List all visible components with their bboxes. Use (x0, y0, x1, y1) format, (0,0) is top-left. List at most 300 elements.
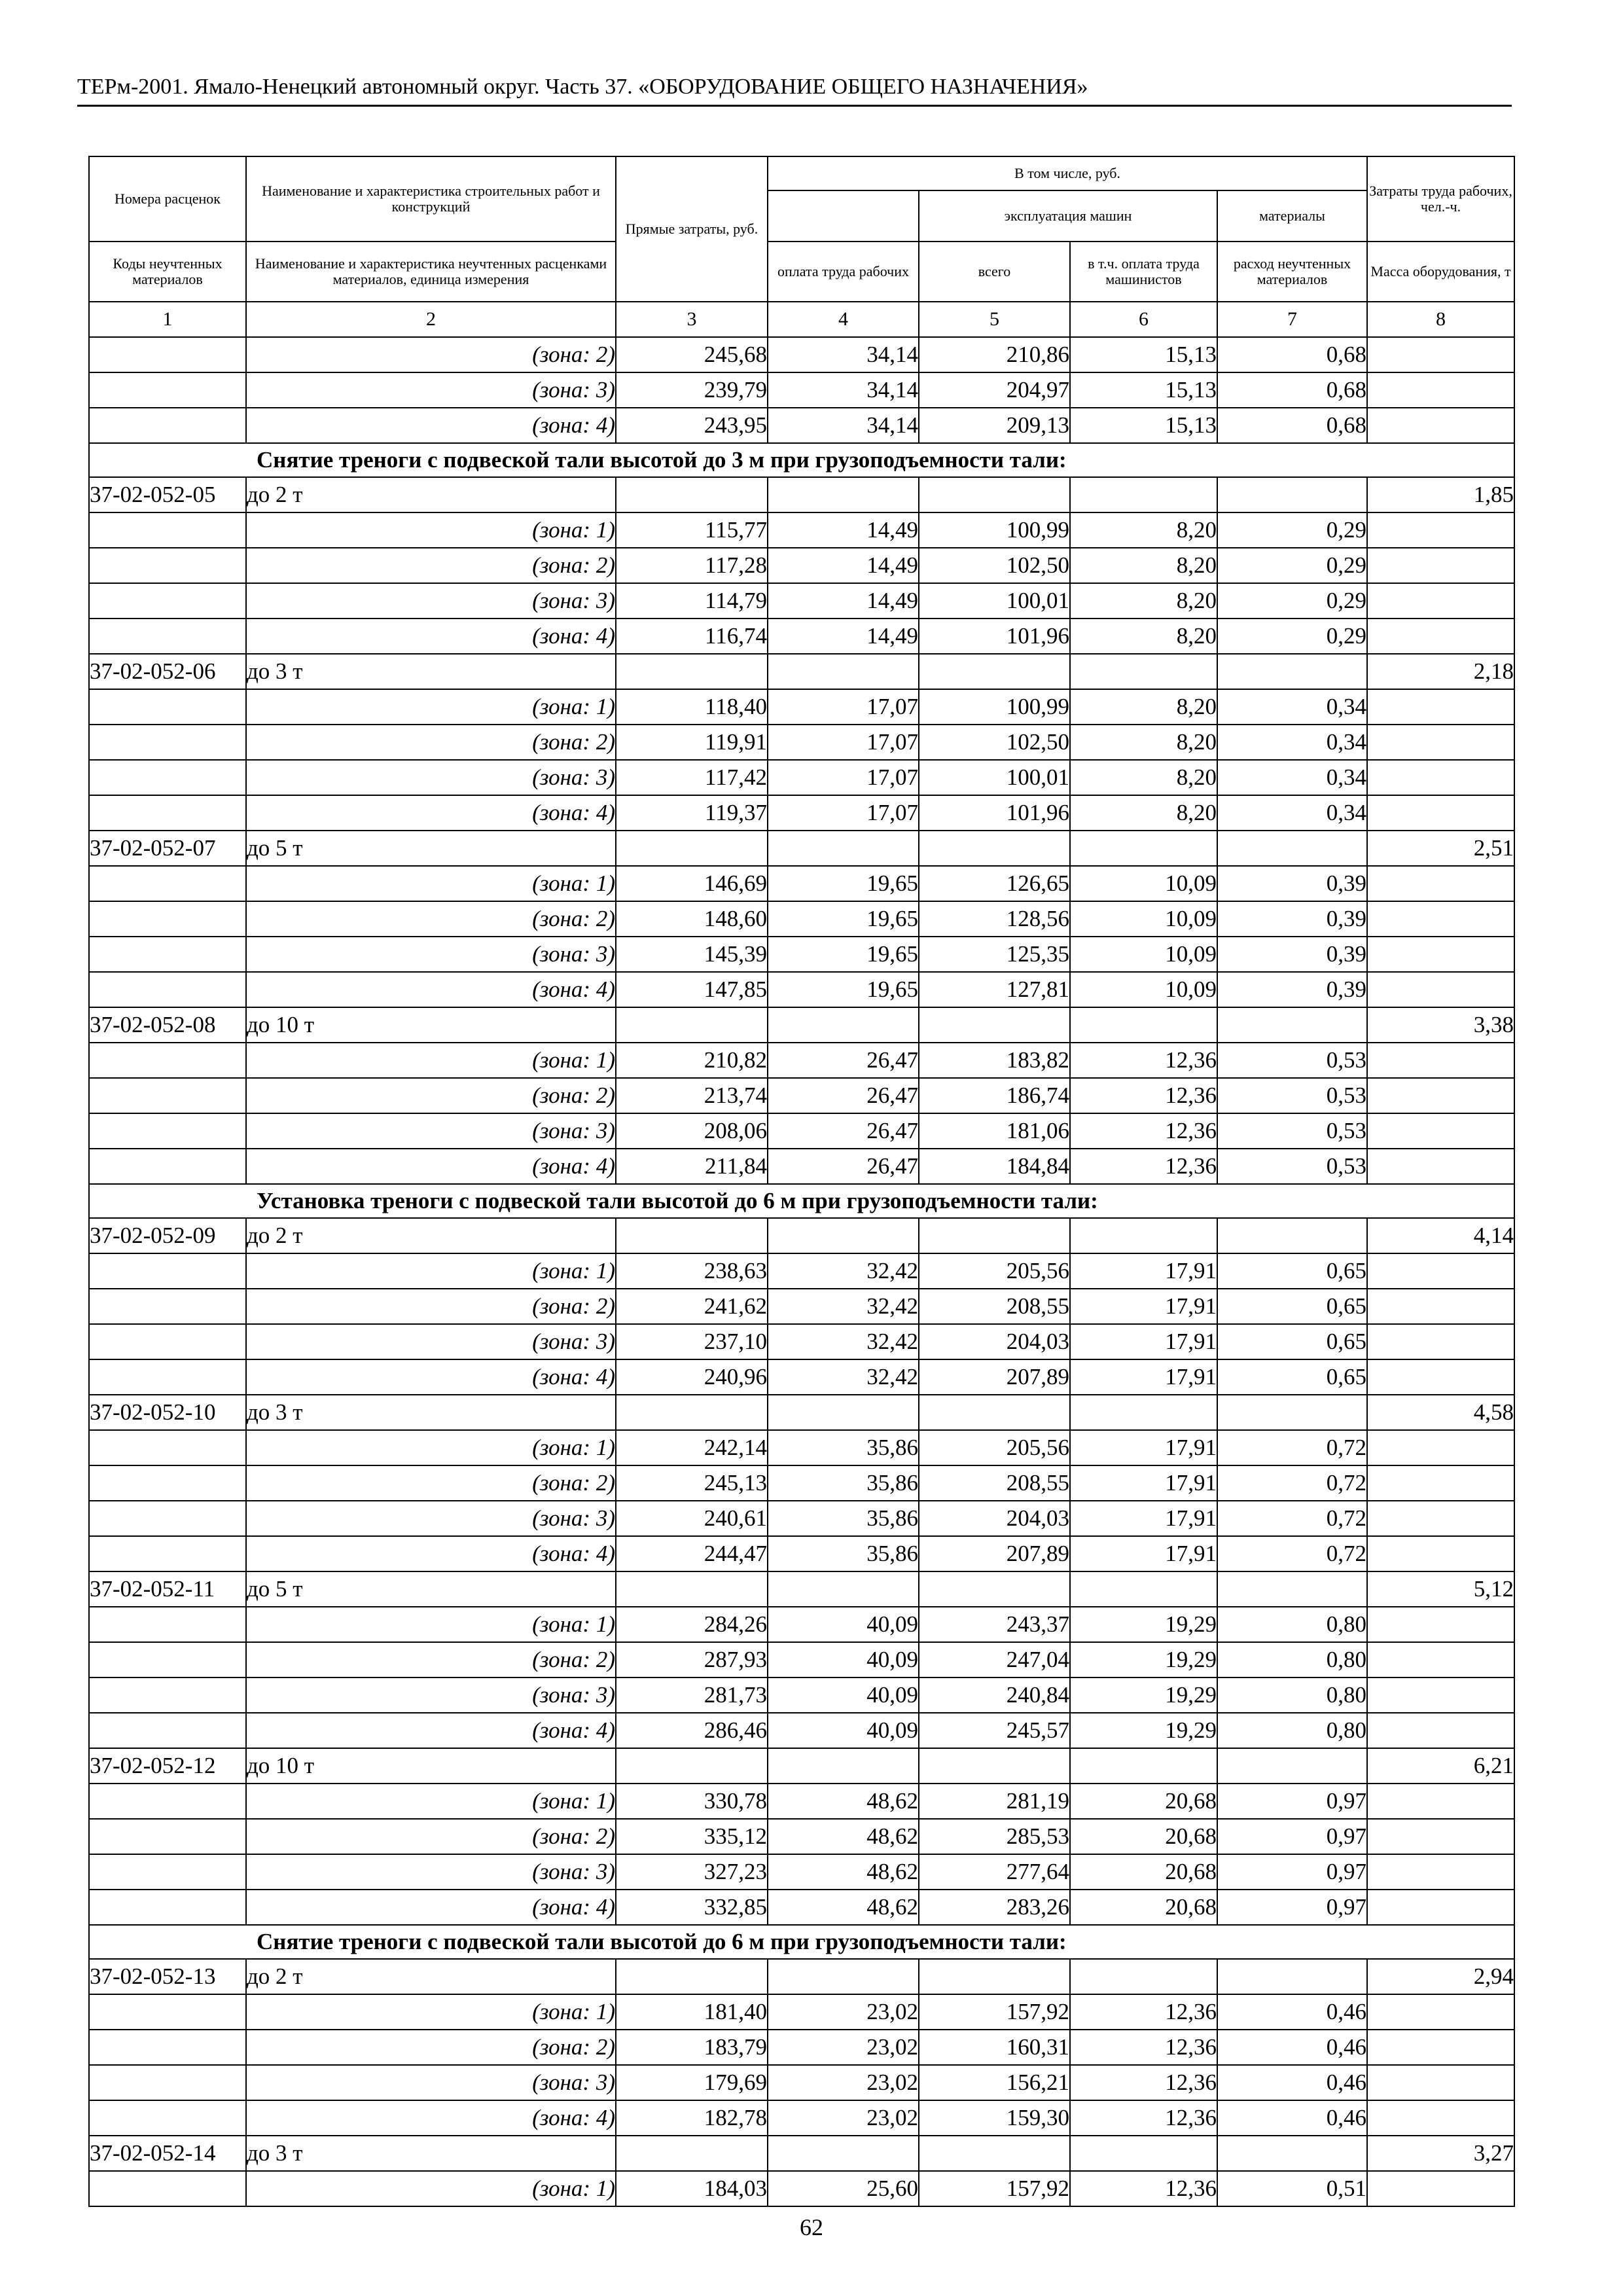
column-number: 6 (1070, 302, 1217, 337)
rate-code: 37-02-052-14 (89, 2136, 246, 2171)
zone-label: (зона: 2) (246, 1642, 616, 1677)
mass-cell (1367, 1324, 1514, 1359)
mass-cell (1367, 1465, 1514, 1501)
zone-row (89, 2171, 1514, 2206)
zone-row (89, 1890, 1514, 1925)
direct-cost: 287,93 (616, 1642, 768, 1677)
zone-label: (зона: 2) (246, 2030, 616, 2065)
mass-cell (1367, 548, 1514, 583)
column-number: 7 (1217, 302, 1367, 337)
machines-total: 125,35 (919, 937, 1070, 972)
zone-label: (зона: 3) (246, 1677, 616, 1713)
empty-cell (919, 1218, 1070, 1253)
empty-cell (768, 1571, 919, 1607)
empty-cell (768, 1218, 919, 1253)
material-use: 0,39 (1217, 866, 1367, 901)
direct-cost: 147,85 (616, 972, 768, 1007)
worker-pay: 32,42 (768, 1253, 919, 1289)
code-cell (89, 1043, 246, 1078)
machines-total: 283,26 (919, 1890, 1070, 1925)
worker-pay: 32,42 (768, 1359, 919, 1395)
direct-cost: 245,13 (616, 1465, 768, 1501)
direct-cost: 241,62 (616, 1289, 768, 1324)
rate-name: до 10 т (246, 1007, 616, 1043)
mass-cell (1367, 1642, 1514, 1677)
zone-row (89, 2065, 1514, 2100)
empty-cell (919, 1748, 1070, 1784)
worker-pay: 48,62 (768, 1890, 919, 1925)
code-cell (89, 937, 246, 972)
machines-total: 157,92 (919, 2171, 1070, 2206)
operator-pay: 17,91 (1070, 1253, 1217, 1289)
code-cell (89, 866, 246, 901)
worker-pay: 17,07 (768, 795, 919, 831)
empty-cell (768, 477, 919, 512)
operator-pay: 12,36 (1070, 2171, 1217, 2206)
column-number: 3 (616, 302, 768, 337)
operator-pay: 17,91 (1070, 1359, 1217, 1395)
zone-row (89, 337, 1514, 372)
zone-label: (зона: 2) (246, 1078, 616, 1113)
worker-pay: 35,86 (768, 1501, 919, 1536)
mass-cell (1367, 760, 1514, 795)
direct-cost: 330,78 (616, 1784, 768, 1819)
zone-label: (зона: 1) (246, 512, 616, 548)
code-cell (89, 2065, 246, 2100)
mass-cell (1367, 619, 1514, 654)
rate-code: 37-02-052-07 (89, 831, 246, 866)
machines-total: 205,56 (919, 1430, 1070, 1465)
header-operator-pay: в т.ч. оплата труда машинистов (1070, 242, 1217, 302)
mass-cell (1367, 337, 1514, 372)
machines-total: 128,56 (919, 901, 1070, 937)
material-use: 0,68 (1217, 337, 1367, 372)
zone-label: (зона: 1) (246, 1607, 616, 1642)
zone-label: (зона: 3) (246, 1854, 616, 1890)
zone-label: (зона: 3) (246, 937, 616, 972)
direct-cost: 145,39 (616, 937, 768, 972)
worker-pay: 34,14 (768, 337, 919, 372)
zone-row (89, 1784, 1514, 1819)
worker-pay: 14,49 (768, 619, 919, 654)
machines-total: 156,21 (919, 2065, 1070, 2100)
code-cell (89, 1854, 246, 1890)
operator-pay: 12,36 (1070, 1078, 1217, 1113)
direct-cost: 211,84 (616, 1149, 768, 1184)
empty-cell (768, 2136, 919, 2171)
mass-cell (1367, 2065, 1514, 2100)
worker-pay: 19,65 (768, 937, 919, 972)
mass-cell (1367, 901, 1514, 937)
zone-row (89, 725, 1514, 760)
direct-cost: 117,28 (616, 548, 768, 583)
column-number: 5 (919, 302, 1070, 337)
empty-cell (919, 1395, 1070, 1430)
code-cell (89, 2100, 246, 2136)
material-use: 0,72 (1217, 1536, 1367, 1571)
zone-label: (зона: 1) (246, 1043, 616, 1078)
empty-cell (1217, 1959, 1367, 1994)
empty-cell (1217, 654, 1367, 689)
empty-cell (1070, 2136, 1217, 2171)
empty-cell (919, 1571, 1070, 1607)
mass-cell (1367, 2100, 1514, 2136)
zone-label: (зона: 2) (246, 725, 616, 760)
empty-cell (616, 1959, 768, 1994)
code-cell (89, 725, 246, 760)
rate-name: до 5 т (246, 831, 616, 866)
mass-cell (1367, 1854, 1514, 1890)
material-use: 0,80 (1217, 1607, 1367, 1642)
mass-cell (1367, 512, 1514, 548)
material-use: 0,39 (1217, 972, 1367, 1007)
material-use: 0,97 (1217, 1890, 1367, 1925)
rate-item-row (89, 654, 1514, 689)
material-use: 0,68 (1217, 372, 1367, 408)
material-use: 0,29 (1217, 583, 1367, 619)
worker-pay: 26,47 (768, 1149, 919, 1184)
operator-pay: 17,91 (1070, 1536, 1217, 1571)
mass-cell (1367, 866, 1514, 901)
rate-item-row (89, 831, 1514, 866)
code-cell (89, 337, 246, 372)
mass-cell (1367, 972, 1514, 1007)
machines-total: 208,55 (919, 1465, 1070, 1501)
code-cell (89, 1149, 246, 1184)
worker-pay: 35,86 (768, 1430, 919, 1465)
operator-pay: 8,20 (1070, 512, 1217, 548)
operator-pay: 10,09 (1070, 972, 1217, 1007)
worker-pay: 25,60 (768, 2171, 919, 2206)
zone-label: (зона: 3) (246, 1324, 616, 1359)
worker-pay: 26,47 (768, 1113, 919, 1149)
machines-total: 100,99 (919, 689, 1070, 725)
material-use: 0,65 (1217, 1253, 1367, 1289)
empty-cell (919, 654, 1070, 689)
zone-row (89, 583, 1514, 619)
zone-row (89, 1501, 1514, 1536)
zone-row (89, 1149, 1514, 1184)
rate-item-row (89, 1218, 1514, 1253)
zone-row (89, 1359, 1514, 1395)
zone-row (89, 1113, 1514, 1149)
equipment-mass: 2,94 (1367, 1959, 1514, 1994)
zone-label: (зона: 1) (246, 1994, 616, 2030)
empty-cell (1217, 477, 1367, 512)
machines-total: 100,01 (919, 760, 1070, 795)
mass-cell (1367, 1359, 1514, 1395)
code-cell (89, 972, 246, 1007)
worker-pay: 40,09 (768, 1677, 919, 1713)
empty-cell (919, 1959, 1070, 1994)
table-body (89, 337, 1514, 2206)
direct-cost: 238,63 (616, 1253, 768, 1289)
material-use: 0,29 (1217, 619, 1367, 654)
operator-pay: 19,29 (1070, 1642, 1217, 1677)
mass-cell (1367, 725, 1514, 760)
empty-cell (919, 2136, 1070, 2171)
material-use: 0,53 (1217, 1113, 1367, 1149)
material-use: 0,80 (1217, 1642, 1367, 1677)
zone-row (89, 1289, 1514, 1324)
worker-pay: 26,47 (768, 1078, 919, 1113)
empty-cell (616, 1748, 768, 1784)
mass-cell (1367, 1784, 1514, 1819)
zone-row (89, 1994, 1514, 2030)
code-cell (89, 1465, 246, 1501)
material-use: 0,46 (1217, 2065, 1367, 2100)
mass-cell (1367, 1113, 1514, 1149)
code-cell (89, 1113, 246, 1149)
code-cell (89, 1289, 246, 1324)
rate-name: до 3 т (246, 2136, 616, 2171)
mass-cell (1367, 1501, 1514, 1536)
direct-cost: 213,74 (616, 1078, 768, 1113)
material-use: 0,65 (1217, 1359, 1367, 1395)
zone-label: (зона: 4) (246, 2100, 616, 2136)
worker-pay: 17,07 (768, 760, 919, 795)
mass-cell (1367, 1713, 1514, 1748)
material-use: 0,39 (1217, 937, 1367, 972)
material-use: 0,34 (1217, 795, 1367, 831)
code-cell (89, 1677, 246, 1713)
empty-cell (1217, 2136, 1367, 2171)
code-cell (89, 583, 246, 619)
zone-row (89, 1854, 1514, 1890)
direct-cost: 119,37 (616, 795, 768, 831)
zone-label: (зона: 2) (246, 1289, 616, 1324)
empty-cell (616, 1218, 768, 1253)
zone-row (89, 1430, 1514, 1465)
rate-name: до 3 т (246, 654, 616, 689)
material-use: 0,72 (1217, 1430, 1367, 1465)
direct-cost: 243,95 (616, 408, 768, 443)
machines-total: 157,92 (919, 1994, 1070, 2030)
header-machines: эксплуатация машин (919, 190, 1217, 242)
empty-cell (616, 1571, 768, 1607)
empty-cell (616, 654, 768, 689)
header-code: Номера расценок (89, 156, 246, 242)
machines-total: 101,96 (919, 619, 1070, 654)
mass-cell (1367, 583, 1514, 619)
zone-label: (зона: 1) (246, 2171, 616, 2206)
zone-row (89, 689, 1514, 725)
rate-item-row (89, 2136, 1514, 2171)
empty-cell (1070, 1959, 1217, 1994)
machines-total: 184,84 (919, 1149, 1070, 1184)
rate-name: до 2 т (246, 1218, 616, 1253)
direct-cost: 335,12 (616, 1819, 768, 1854)
operator-pay: 12,36 (1070, 1994, 1217, 2030)
zone-row (89, 901, 1514, 937)
zone-label: (зона: 4) (246, 408, 616, 443)
rate-code: 37-02-052-05 (89, 477, 246, 512)
machines-total: 209,13 (919, 408, 1070, 443)
material-use: 0,53 (1217, 1043, 1367, 1078)
worker-pay: 48,62 (768, 1854, 919, 1890)
machines-total: 243,37 (919, 1607, 1070, 1642)
machines-total: 205,56 (919, 1253, 1070, 1289)
operator-pay: 10,09 (1070, 866, 1217, 901)
worker-pay: 40,09 (768, 1713, 919, 1748)
zone-row (89, 619, 1514, 654)
mass-cell (1367, 795, 1514, 831)
header-name: Наименование и характеристика строительных работ и конструкций (246, 156, 616, 242)
machines-total: 247,04 (919, 1642, 1070, 1677)
rate-item-row (89, 1395, 1514, 1430)
operator-pay: 12,36 (1070, 2065, 1217, 2100)
material-use: 0,97 (1217, 1819, 1367, 1854)
operator-pay: 15,13 (1070, 337, 1217, 372)
machines-total: 100,99 (919, 512, 1070, 548)
code-cell (89, 795, 246, 831)
section-title: Снятие треноги с подвеской тали высотой до 3 м при грузоподъемности тали: (89, 443, 1514, 477)
operator-pay: 12,36 (1070, 2100, 1217, 2136)
column-number: 1 (89, 302, 246, 337)
worker-pay: 32,42 (768, 1289, 919, 1324)
machines-total: 100,01 (919, 583, 1070, 619)
material-use: 0,46 (1217, 2030, 1367, 2065)
direct-cost: 240,61 (616, 1501, 768, 1536)
code-cell (89, 1359, 246, 1395)
empty-cell (768, 654, 919, 689)
zone-row (89, 372, 1514, 408)
empty-cell (616, 1007, 768, 1043)
machines-total: 186,74 (919, 1078, 1070, 1113)
rate-name: до 3 т (246, 1395, 616, 1430)
header-worker-pay: оплата труда рабочих (768, 242, 919, 302)
header-materials: материалы (1217, 190, 1367, 242)
worker-pay: 17,07 (768, 725, 919, 760)
zone-label: (зона: 4) (246, 1713, 616, 1748)
machines-total: 127,81 (919, 972, 1070, 1007)
rate-item-row (89, 477, 1514, 512)
operator-pay: 10,09 (1070, 901, 1217, 937)
machines-total: 208,55 (919, 1289, 1070, 1324)
mass-cell (1367, 408, 1514, 443)
operator-pay: 17,91 (1070, 1465, 1217, 1501)
operator-pay: 17,91 (1070, 1501, 1217, 1536)
code-cell (89, 1713, 246, 1748)
running-header: ТЕРм-2001. Ямало-Ненецкий автономный округ. Часть 37. «ОБОРУДОВАНИЕ ОБЩЕГО НАЗНАЧЕНИЯ» (77, 75, 1088, 99)
direct-cost: 184,03 (616, 2171, 768, 2206)
zone-row (89, 548, 1514, 583)
code-cell (89, 1501, 246, 1536)
machines-total: 181,06 (919, 1113, 1070, 1149)
code-cell (89, 1078, 246, 1113)
material-use: 0,39 (1217, 901, 1367, 937)
equipment-mass: 2,18 (1367, 654, 1514, 689)
zone-row (89, 1819, 1514, 1854)
equipment-mass: 4,14 (1367, 1218, 1514, 1253)
material-use: 0,72 (1217, 1465, 1367, 1501)
worker-pay: 14,49 (768, 512, 919, 548)
operator-pay: 17,91 (1070, 1324, 1217, 1359)
zone-row (89, 512, 1514, 548)
machines-total: 245,57 (919, 1713, 1070, 1748)
machines-total: 207,89 (919, 1536, 1070, 1571)
material-use: 0,97 (1217, 1854, 1367, 1890)
operator-pay: 19,29 (1070, 1713, 1217, 1748)
zone-row (89, 1607, 1514, 1642)
zone-row (89, 972, 1514, 1007)
operator-pay: 20,68 (1070, 1890, 1217, 1925)
price-table (88, 156, 1515, 2207)
empty-cell (1070, 654, 1217, 689)
material-use: 0,34 (1217, 760, 1367, 795)
worker-pay: 23,02 (768, 1994, 919, 2030)
direct-cost: 148,60 (616, 901, 768, 937)
zone-label: (зона: 4) (246, 619, 616, 654)
empty-cell (768, 831, 919, 866)
direct-cost: 327,23 (616, 1854, 768, 1890)
worker-pay: 26,47 (768, 1043, 919, 1078)
zone-label: (зона: 3) (246, 583, 616, 619)
empty-cell (1070, 1395, 1217, 1430)
rate-item-row (89, 1571, 1514, 1607)
operator-pay: 8,20 (1070, 689, 1217, 725)
code-cell (89, 1430, 246, 1465)
machines-total: 281,19 (919, 1784, 1070, 1819)
code-cell (89, 1253, 246, 1289)
zone-row (89, 937, 1514, 972)
zone-row (89, 408, 1514, 443)
operator-pay: 19,29 (1070, 1607, 1217, 1642)
mass-cell (1367, 1078, 1514, 1113)
header-mass: Масса оборудования, т (1367, 242, 1514, 302)
code-cell (89, 901, 246, 937)
empty-cell (919, 831, 1070, 866)
worker-pay: 34,14 (768, 372, 919, 408)
empty-cell (1217, 1748, 1367, 1784)
material-use: 0,34 (1217, 689, 1367, 725)
code-cell (89, 1819, 246, 1854)
empty-cell (1070, 1218, 1217, 1253)
rate-item-row (89, 1007, 1514, 1043)
header-rule (77, 105, 1512, 107)
material-use: 0,51 (1217, 2171, 1367, 2206)
operator-pay: 10,09 (1070, 937, 1217, 972)
zone-row (89, 760, 1514, 795)
empty-cell (1217, 1007, 1367, 1043)
operator-pay: 8,20 (1070, 548, 1217, 583)
direct-cost: 240,96 (616, 1359, 768, 1395)
code-cell (89, 689, 246, 725)
empty-cell (1217, 1218, 1367, 1253)
equipment-mass: 1,85 (1367, 477, 1514, 512)
mass-cell (1367, 1890, 1514, 1925)
material-use: 0,80 (1217, 1713, 1367, 1748)
direct-cost: 117,42 (616, 760, 768, 795)
mass-cell (1367, 1607, 1514, 1642)
zone-row (89, 1078, 1514, 1113)
direct-cost: 118,40 (616, 689, 768, 725)
rate-name: до 10 т (246, 1748, 616, 1784)
material-use: 0,34 (1217, 725, 1367, 760)
zone-row (89, 1536, 1514, 1571)
operator-pay: 15,13 (1070, 372, 1217, 408)
operator-pay: 19,29 (1070, 1677, 1217, 1713)
direct-cost: 179,69 (616, 2065, 768, 2100)
mass-cell (1367, 1043, 1514, 1078)
machines-total: 102,50 (919, 548, 1070, 583)
equipment-mass: 2,51 (1367, 831, 1514, 866)
material-use: 0,29 (1217, 512, 1367, 548)
zone-label: (зона: 2) (246, 1819, 616, 1854)
operator-pay: 20,68 (1070, 1784, 1217, 1819)
direct-cost: 182,78 (616, 2100, 768, 2136)
empty-cell (1217, 1395, 1367, 1430)
